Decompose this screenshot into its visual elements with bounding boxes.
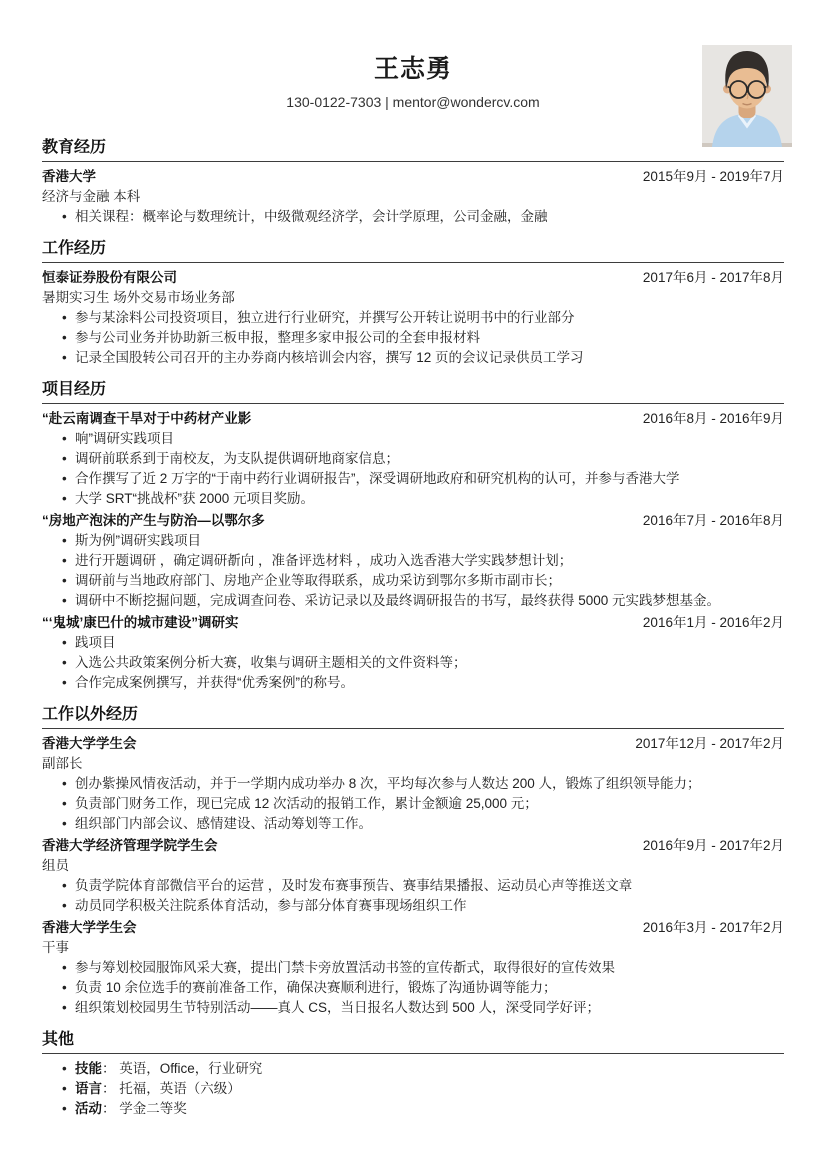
entry-title: 恒泰证券股份有限公司 [42, 270, 177, 285]
entry-date: 2017年6月 - 2017年8月 [642, 270, 784, 285]
bullet-item: • 负责部门财务工作，现已完成 12 次活动的报销工作，累计金额逾 25,000 元； [42, 794, 784, 814]
bullet-list [42, 958, 784, 1018]
entry-role: 组员 [42, 858, 69, 873]
entry-heading-row [42, 409, 784, 429]
avatar-graphic [702, 45, 792, 147]
section-title-work: 工作经历 [42, 239, 784, 263]
bullet-item: • 调研前联系到于南校友，为支队提供调研地商家信息； [42, 449, 784, 469]
bullet-list [42, 429, 784, 509]
entry-heading-row [42, 918, 784, 938]
section-title-education: 教育经历 [42, 138, 784, 162]
entry-title: “房地产泡沫的产生与防治—以鄂尔多 [42, 513, 265, 528]
entry-heading-row [42, 268, 784, 288]
bullet-item: • 调研前与当地政府部门、房地产企业等取得联系，成功采访到鄂尔多斯市副市长； [42, 571, 784, 591]
bullet-item: • 相关课程：概率论与数理统计，中级微观经济学，会计学原理，公司金融，金融 [42, 207, 784, 227]
bullet-item: • 大学 SRT“挑战杯”获 2000 元项目奖励。 [42, 489, 784, 509]
labeled-bullet-item: • 活动： 学金二等奖 [42, 1099, 784, 1119]
bullet-item: • 参与某涂料公司投资项目，独立进行行业研究，并撰写公开转让说明书中的行业部分 [42, 308, 784, 328]
bullet-list [42, 1059, 784, 1119]
entry-title: 香港大学学生会 [42, 920, 137, 935]
entry-role: 暑期实习生 场外交易市场业务部 [42, 290, 235, 305]
entry-role: 经济与金融 本科 [42, 189, 141, 204]
bullet-item: • 调研中不断挖掘问题，完成调查问卷、采访记录以及最终调研报告的书写，最终获得 5000 元实践梦想基金。 [42, 591, 784, 611]
entry-title: “赴云南调查干旱对于中药材产业影 [42, 411, 252, 426]
bullet-item: • 组织策划校园男生节特别活动——真人 CS，当日报名人数达到 500 人，深受同学好评； [42, 998, 784, 1018]
entry-role: 副部长 [42, 756, 83, 771]
entry-heading-row [42, 836, 784, 856]
bullet-item: • 合作完成案例撰写，并获得“优秀案例”的称号。 [42, 673, 784, 693]
section-other [42, 1030, 784, 1119]
bullet-list [42, 207, 784, 227]
entry-date: 2016年7月 - 2016年8月 [642, 513, 784, 528]
resume-sections [42, 138, 784, 1119]
bullet-item: • 合作撰写了近 2 万字的“于南中药行业调研报告”，深受调研地政府和研究机构的认可，并参与香港大学 [42, 469, 784, 489]
bullet-list [42, 633, 784, 693]
section-education [42, 138, 784, 227]
entry-heading-row [42, 734, 784, 754]
entry-date: 2017年12月 - 2017年2月 [635, 736, 784, 751]
bullet-item: • 负责学院体育部微信平台的运营 ，及时发布赛事预告、赛事结果播报、运动员心声等推送文章 [42, 876, 784, 896]
bullet-item: • 响”调研实践项目 [42, 429, 784, 449]
entry-date: 2016年1月 - 2016年2月 [642, 615, 784, 630]
bullet-item: • 入选公共政策案例分析大赛，收集与调研主题相关的文件资料等； [42, 653, 784, 673]
bullet-item: • 创办紫操风情夜活动，并于一学期内成功举办 8 次，平均每次参与人数达 200 人，锻炼了组织领导能力； [42, 774, 784, 794]
section-title-extracurricular: 工作以外经历 [42, 705, 784, 729]
bullet-item: • 践项目 [42, 633, 784, 653]
entry-date: 2015年9月 - 2019年7月 [642, 169, 784, 184]
entry-date: 2016年3月 - 2017年2月 [642, 920, 784, 935]
entry-heading-row [42, 167, 784, 187]
bullet-item: • 进行开题调研 ，确定调研斱向 ，准备评选材料 ，成功入选香港大学实践梦想计划； [42, 551, 784, 571]
bullet-item: • 动员同学积极关注院系体育活动，参与部分体育赛事现场组织工作 [42, 896, 784, 916]
entry-title: 香港大学 [42, 169, 96, 184]
bullet-item: • 斯为例”调研实践项目 [42, 531, 784, 551]
entry-heading-row [42, 511, 784, 531]
section-projects [42, 380, 784, 693]
bullet-list [42, 876, 784, 916]
section-work [42, 239, 784, 368]
contact-info: 130-0122-7303 | mentor@wondercv.com [286, 94, 540, 110]
candidate-name: 王志勇 [373, 55, 452, 83]
entry-title: “‘鬼城’康巴什的城市建设”调研实 [42, 615, 239, 630]
section-title-other: 其他 [42, 1030, 784, 1054]
entry-title: 香港大学学生会 [42, 736, 137, 751]
profile-photo [702, 45, 792, 147]
bullet-label: 活动 [75, 1101, 102, 1116]
bullet-label: 语言 [75, 1081, 102, 1096]
labeled-bullet-item: • 语言： 托福，英语（六级） [42, 1079, 784, 1099]
bullet-item: • 参与筹划校园服饰风采大赛，提出门禁卡旁放置活动书签的宣传斱式，取得很好的宣传效果 [42, 958, 784, 978]
resume-header [42, 0, 784, 111]
bullet-list [42, 308, 784, 368]
section-extracurricular [42, 705, 784, 1018]
entry-title: 香港大学经济管理学院学生会 [42, 838, 218, 853]
entry-date: 2016年9月 - 2017年2月 [642, 838, 784, 853]
labeled-bullet-item: • 技能： 英语，Office，行业研究 [42, 1059, 784, 1079]
bullet-item: • 记录全国股转公司召开的主办券商内核培训会内容，撰写 12 页的会议记录供员工学习 [42, 348, 784, 368]
bullet-label: 技能 [75, 1061, 102, 1076]
section-title-projects: 项目经历 [42, 380, 784, 404]
entry-date: 2016年8月 - 2016年9月 [642, 411, 784, 426]
bullet-item: • 负责 10 余位选手的赛前准备工作，确保决赛顺利进行，锻炼了沟通协调等能力； [42, 978, 784, 998]
bullet-item: • 组织部门内部会议、感情建设、活动筹划等工作。 [42, 814, 784, 834]
bullet-item: • 参与公司业务并协助新三板申报，整理多家申报公司的全套申报材料 [42, 328, 784, 348]
entry-heading-row [42, 613, 784, 633]
bullet-list [42, 531, 784, 611]
bullet-list [42, 774, 784, 834]
entry-role: 干事 [42, 940, 69, 955]
